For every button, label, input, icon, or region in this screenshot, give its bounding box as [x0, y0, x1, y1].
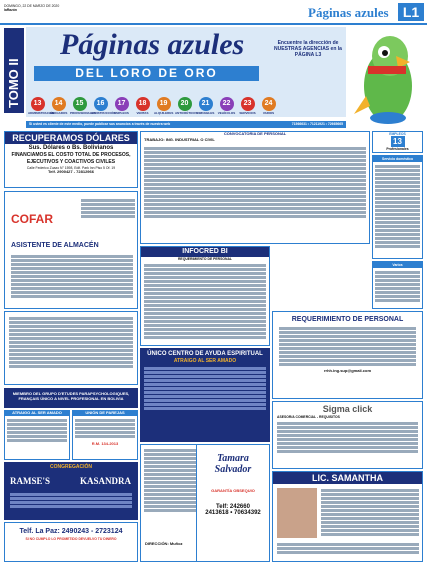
category-item[interactable]	[91, 97, 116, 115]
category-number: 20	[178, 97, 192, 111]
ad-line: FINANCIAMOS EL COSTO TOTAL DE PROCESOS,	[11, 152, 131, 158]
category-number: 24	[262, 97, 276, 111]
requerimiento-title: REQUERIMIENTO DE PERSONAL	[291, 316, 404, 323]
category-number: 19	[157, 97, 171, 111]
ad-samantha	[272, 471, 423, 562]
salvador-name: Salvador	[214, 464, 252, 475]
requerimiento-email[interactable]: rrhh.ing.sup@gmail.com	[323, 368, 371, 373]
infocred-sub: REQUERIMIENTO DE PERSONAL	[177, 257, 232, 261]
rm-badge	[73, 441, 137, 446]
ad-line: Sus. Dólares o Bs. Bolivianos	[28, 145, 114, 151]
ad-unico	[140, 348, 270, 442]
category-label: EMPLEOS	[114, 111, 129, 115]
category-number: 14	[52, 97, 66, 111]
category-item[interactable]	[154, 97, 173, 115]
category-label: VEHÍCULOS	[217, 111, 236, 115]
category-number: 22	[220, 97, 234, 111]
ad-requerimiento	[272, 311, 423, 399]
cofar-logo: COFAR	[11, 212, 53, 226]
category-label: SERVICIOS	[239, 111, 256, 115]
parrot-mascot	[348, 26, 424, 128]
ad-title: RECUPERAMOS DÓLARES	[5, 132, 137, 144]
category-label: ABOGADOS	[49, 111, 68, 115]
ad-servicio	[372, 155, 423, 259]
footer-note: Si usted es cliente de este medio, puede publicar sus anuncios a través de nuestra web	[29, 122, 171, 126]
tomo-label: TOMO II	[6, 58, 21, 108]
empleos-number: 13	[391, 136, 405, 147]
paper-name: laRazón	[4, 8, 17, 12]
ad-ramses	[4, 462, 138, 520]
ad-amor	[4, 410, 70, 460]
category-number: 13	[31, 97, 45, 111]
sigma-sub: ASESOR/A COMERCIAL - REQUISITOS	[277, 415, 340, 419]
date-line	[4, 4, 104, 12]
date-text: DOMINGO, 22 DE MARZO DE 2020	[4, 4, 60, 8]
unico-phone: Telf: 242660	[216, 503, 250, 510]
section-letter: L	[402, 4, 412, 20]
ad-tel-paz	[4, 522, 138, 562]
ramses-name: RAMSE'S	[10, 476, 51, 486]
ad-subtitle: TRABAJO: ING. INDUSTRIAL O CIVIL	[144, 136, 215, 142]
tamara-garantia: GARANTÍA OBSEQUIO	[211, 488, 255, 493]
tomo-band	[4, 28, 24, 113]
section-title: Páginas azules	[308, 5, 389, 20]
badge-number: 134-2013	[101, 440, 119, 446]
category-item[interactable]	[217, 97, 236, 115]
cofar-body-right	[81, 198, 135, 219]
category-label: PROFESIONALES	[70, 111, 96, 115]
ad-varios	[372, 261, 423, 309]
category-label: VENTAS	[136, 111, 149, 115]
ad-address: Calle Federico Zuazo N° 1598, Edif. Park Inn Piso 5 Of. 19	[26, 166, 116, 170]
category-label: ADMINISTRACIÓN	[28, 111, 55, 115]
category-item[interactable]	[238, 97, 257, 115]
tel-paz-note: SI NO CUMPLO LO PROMETIDO DEVUELVO TU DINERO	[25, 537, 117, 541]
servicio-title: Servicio doméstico	[373, 156, 422, 162]
category-item[interactable]	[28, 97, 55, 115]
ramses-header: CONGREGACIÓN	[50, 464, 92, 470]
sigma-logo: Sigma click	[322, 404, 373, 414]
tel-paz-label: Telf. La Paz: 2490243 - 2723124	[19, 528, 123, 535]
category-item[interactable]	[196, 97, 215, 115]
empleos-label: EMPLEOS	[389, 132, 406, 136]
empleos-sub: Profesionales	[386, 147, 409, 151]
footer-phones: 71566631 • 71211921 • 72665665	[291, 122, 343, 126]
category-number: 15	[73, 97, 87, 111]
unico-address: DIRECCIÓN: Muñoz	[145, 541, 183, 547]
category-item[interactable]	[70, 97, 96, 115]
category-label: ANTICRÉTICOS	[175, 111, 198, 115]
category-number: 23	[241, 97, 255, 111]
cofar-heading: ASISTENTE DE ALMACÉN	[11, 242, 99, 249]
parrot-icon	[348, 26, 424, 128]
category-label: ALQUILERES	[154, 111, 174, 115]
ad-phone: Telf. 2900427 - 72812966	[48, 169, 94, 174]
ad-recuperamos	[4, 131, 138, 188]
ad-melones: MIEMBRO DEL GRUPO D'ETUDES PARAPSYCHOLOGIQUES, FRANÇAIS ÚNICO A NIVEL PROFESIONAL EN BOLIVIA	[4, 388, 138, 408]
ad-sigma	[272, 401, 423, 469]
masthead-rule	[0, 23, 427, 25]
category-label: INMUEBLES	[196, 111, 215, 115]
ad-tamara	[196, 444, 270, 562]
samantha-photo	[277, 488, 317, 538]
category-number: 18	[136, 97, 150, 111]
cofar-body	[11, 254, 133, 299]
hero-subtitle: DEL LORO DE ORO	[34, 66, 259, 81]
ad-title: UNIÓN DE PAREJAS	[73, 411, 137, 416]
section-page: 1	[411, 4, 420, 20]
category-number: 17	[115, 97, 129, 111]
promo-text: Encuentre la dirección de NUESTRAS AGENCIAS en la PÁGINA L3	[274, 40, 342, 58]
category-item[interactable]	[175, 97, 198, 115]
category-item[interactable]	[49, 97, 68, 115]
tamara-name: Tamara	[217, 453, 249, 464]
ad-line: EJECUTIVOS Y COACTIVOS CIVILES	[26, 159, 116, 165]
category-item[interactable]	[133, 97, 152, 115]
varios-title: Varios	[373, 262, 422, 268]
text-lines	[5, 312, 137, 373]
unico-title: ÚNICO CENTRO DE AYUDA ESPIRITUAL	[147, 351, 263, 357]
ad-empleos	[372, 131, 423, 153]
ad-infocred	[140, 246, 270, 346]
ad-parejas	[72, 410, 138, 460]
infocred-logo: INFOCRED BI	[141, 247, 269, 257]
unico-line: ATRAIGO AL SER AMADO	[173, 358, 237, 364]
ad-cofar	[4, 191, 138, 309]
hero-title: Páginas azules	[60, 28, 245, 61]
hero-footer	[26, 121, 346, 128]
samantha-title: LIC. SAMANTHA	[273, 472, 422, 484]
kasandra-name: KASANDRA	[80, 476, 132, 486]
category-label: VARIOS	[262, 111, 275, 115]
category-item[interactable]	[112, 97, 131, 115]
category-number: 16	[94, 97, 108, 111]
unico-phone-2: 2413618 • 70634392	[205, 509, 261, 516]
category-number: 21	[199, 97, 213, 111]
ad-text-block	[4, 311, 138, 385]
category-label: CONSTRUCCIÓN	[91, 111, 116, 115]
category-item[interactable]	[259, 97, 278, 115]
section-badge	[398, 3, 424, 21]
ad-title: CONVOCATORIA DE PERSONAL	[223, 131, 287, 136]
ad-title: ATRAIGO AL SER AMADO	[5, 411, 69, 416]
badge-label: R.M.	[91, 440, 101, 446]
ad-convocatoria	[140, 131, 370, 244]
